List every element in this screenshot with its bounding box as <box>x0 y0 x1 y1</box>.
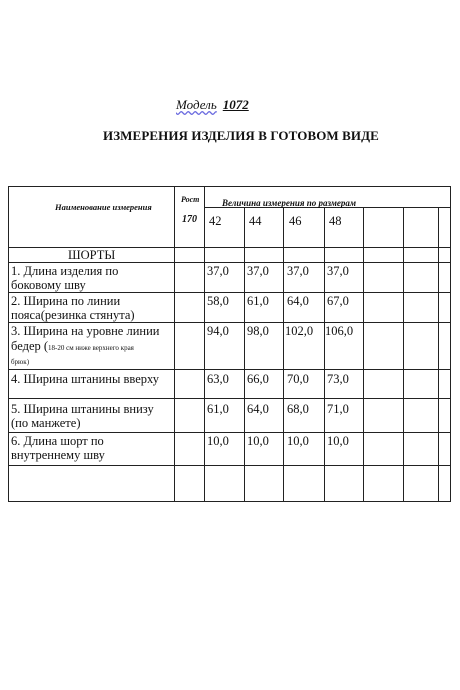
row-3-label-line2-text: бедер ( <box>11 339 49 353</box>
row-6-value-44: 10,0 <box>247 434 269 448</box>
row-6-value-46: 10,0 <box>287 434 309 448</box>
row-4-label-line1: 4. Ширина штанины вверху <box>11 372 160 386</box>
row-2-label-line2: пояса(резинка стянута) <box>11 308 135 322</box>
row-6-label-line1: 6. Длина шорт по <box>11 434 104 448</box>
model-label <box>176 97 249 113</box>
column-header-name: Наименование измерения <box>55 202 152 212</box>
row-3-label-line3: брюк) <box>11 358 30 366</box>
row-5-value-44: 64,0 <box>247 402 269 416</box>
document-title: ИЗМЕРЕНИЯ ИЗДЕЛИЯ В ГОТОВОМ ВИДЕ <box>103 128 379 143</box>
row-2-value-48: 67,0 <box>327 294 349 308</box>
measurements-table <box>8 186 451 502</box>
size-46: 46 <box>289 214 302 228</box>
row-3-value-48: 106,0 <box>325 324 354 338</box>
size-44: 44 <box>249 214 262 228</box>
row-5-value-42: 61,0 <box>207 402 229 416</box>
size-48: 48 <box>329 214 342 228</box>
row-3-value-42: 94,0 <box>207 324 229 338</box>
height-value: 170 <box>182 214 197 225</box>
row-5-label-line1: 5. Ширина штанины внизу <box>11 402 154 416</box>
row-3-label-line1: 3. Ширина на уровне линии <box>11 324 160 338</box>
row-3-label-line2 <box>11 339 134 356</box>
row-5-label-line2: (по манжете) <box>11 416 81 430</box>
row-3-value-46: 102,0 <box>285 324 314 338</box>
row-3-value-44: 98,0 <box>247 324 269 338</box>
row-4-value-42: 63,0 <box>207 372 229 386</box>
row-3-note: 18-20 см ниже верхнего края <box>48 344 134 352</box>
row-1-value-48: 37,0 <box>327 264 349 278</box>
size-42: 42 <box>209 214 222 228</box>
row-1-label-line1: 1. Длина изделия по <box>11 264 119 278</box>
model-word: Модель <box>176 97 217 112</box>
row-1-label-line2: боковому шву <box>11 278 86 292</box>
row-1-value-42: 37,0 <box>207 264 229 278</box>
row-1-value-44: 37,0 <box>247 264 269 278</box>
row-6-label-line2: внутреннему шву <box>11 448 105 462</box>
row-4-value-44: 66,0 <box>247 372 269 386</box>
column-header-height: Рост <box>181 195 200 204</box>
row-4-value-46: 70,0 <box>287 372 309 386</box>
row-6-value-48: 10,0 <box>327 434 349 448</box>
row-4-value-48: 73,0 <box>327 372 349 386</box>
row-5-value-48: 71,0 <box>327 402 349 416</box>
row-2-value-44: 61,0 <box>247 294 269 308</box>
model-number: 1072 <box>222 97 249 112</box>
row-2-label-line1: 2. Ширина по линии <box>11 294 121 308</box>
column-header-sizes: Величина измерения по размерам <box>222 198 357 208</box>
row-1-value-46: 37,0 <box>287 264 309 278</box>
row-6-value-42: 10,0 <box>207 434 229 448</box>
row-5-value-46: 68,0 <box>287 402 309 416</box>
section-title: ШОРТЫ <box>68 248 116 262</box>
row-2-value-46: 64,0 <box>287 294 309 308</box>
row-2-value-42: 58,0 <box>207 294 229 308</box>
